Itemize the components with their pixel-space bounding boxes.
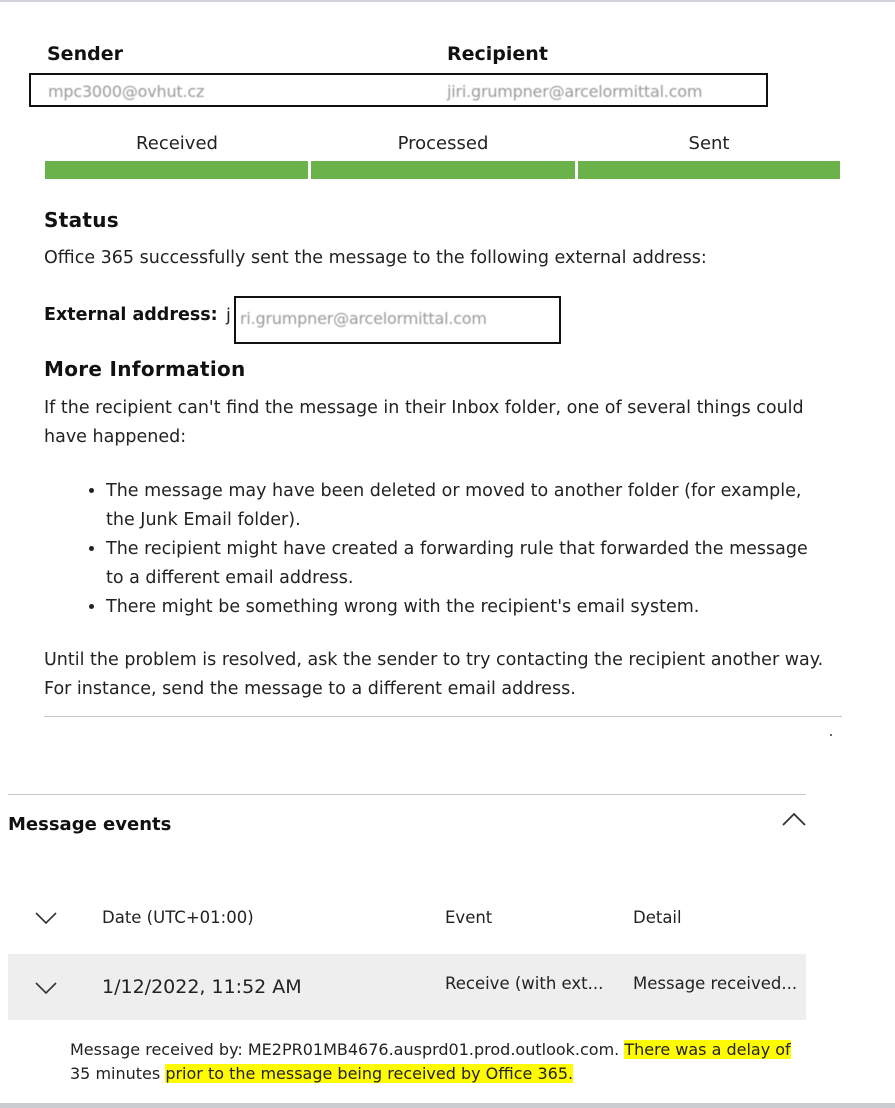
status-title: Status	[44, 208, 119, 232]
external-address-prefix: j	[226, 306, 231, 326]
column-header-date[interactable]: Date (UTC+01:00)	[102, 908, 254, 927]
recipient-address[interactable]: jiri.grumpner@arcelormittal.com	[447, 82, 703, 101]
top-border	[0, 0, 895, 2]
external-address-label: External address:	[44, 305, 218, 325]
row-event: Receive (with ext...	[445, 974, 604, 993]
sender-label: Sender	[47, 43, 123, 65]
detail-plain-2: 35 minutes	[70, 1064, 161, 1083]
more-info-intro: If the recipient can't find the message in their Inbox folder, one of several things could have happened:	[44, 398, 804, 447]
sender-address[interactable]: mpc3000@ovhut.cz	[48, 82, 205, 101]
step-processed-bar	[311, 161, 575, 179]
detail-highlight-2: prior to the message being received by Office 365.	[165, 1064, 574, 1083]
detail-highlight-1: There was a delay of	[624, 1040, 791, 1059]
row-expand-chevron-icon[interactable]	[34, 981, 58, 995]
events-top-divider	[8, 794, 806, 795]
more-info-list	[80, 477, 826, 622]
step-sent-bar	[578, 161, 840, 179]
dot-mark	[830, 734, 832, 736]
more-info-outro: Until the problem is resolved, ask the sender to try contacting the recipient another way. For instance, send the message to a different email address.	[44, 650, 824, 699]
step-received-label: Received	[136, 133, 218, 154]
step-received-bar	[45, 161, 308, 179]
list-item: • There might be something wrong with the recipient's email system.	[106, 593, 826, 622]
detail-plain-1: Message received by: ME2PR01MB4676.ausprd01.prod.outlook.com.	[70, 1040, 620, 1059]
row-detail: Message received...	[633, 974, 798, 993]
step-sent-label: Sent	[688, 133, 730, 154]
bottom-scroll-edge	[0, 1103, 895, 1108]
expand-all-chevron-icon[interactable]	[34, 911, 58, 925]
row-expanded-detail	[70, 1038, 810, 1086]
section-divider	[44, 716, 842, 717]
list-item: • The message may have been deleted or moved to another folder (for example, the Junk Email folder).	[106, 477, 826, 535]
list-item: • The recipient might have created a forwarding rule that forwarded the message to a different email address.	[106, 535, 826, 593]
chevron-up-icon[interactable]	[780, 810, 808, 828]
column-header-detail[interactable]: Detail	[633, 908, 682, 927]
status-text: Office 365 successfully sent the message to the following external address:	[44, 248, 707, 268]
more-info-title: More Information	[44, 357, 246, 381]
row-date: 1/12/2022, 11:52 AM	[102, 976, 302, 998]
step-processed-label: Processed	[397, 133, 489, 154]
column-header-event[interactable]: Event	[445, 908, 493, 927]
recipient-label: Recipient	[447, 43, 548, 65]
external-address-value[interactable]: ri.grumpner@arcelormittal.com	[240, 309, 487, 328]
events-title: Message events	[8, 814, 172, 835]
